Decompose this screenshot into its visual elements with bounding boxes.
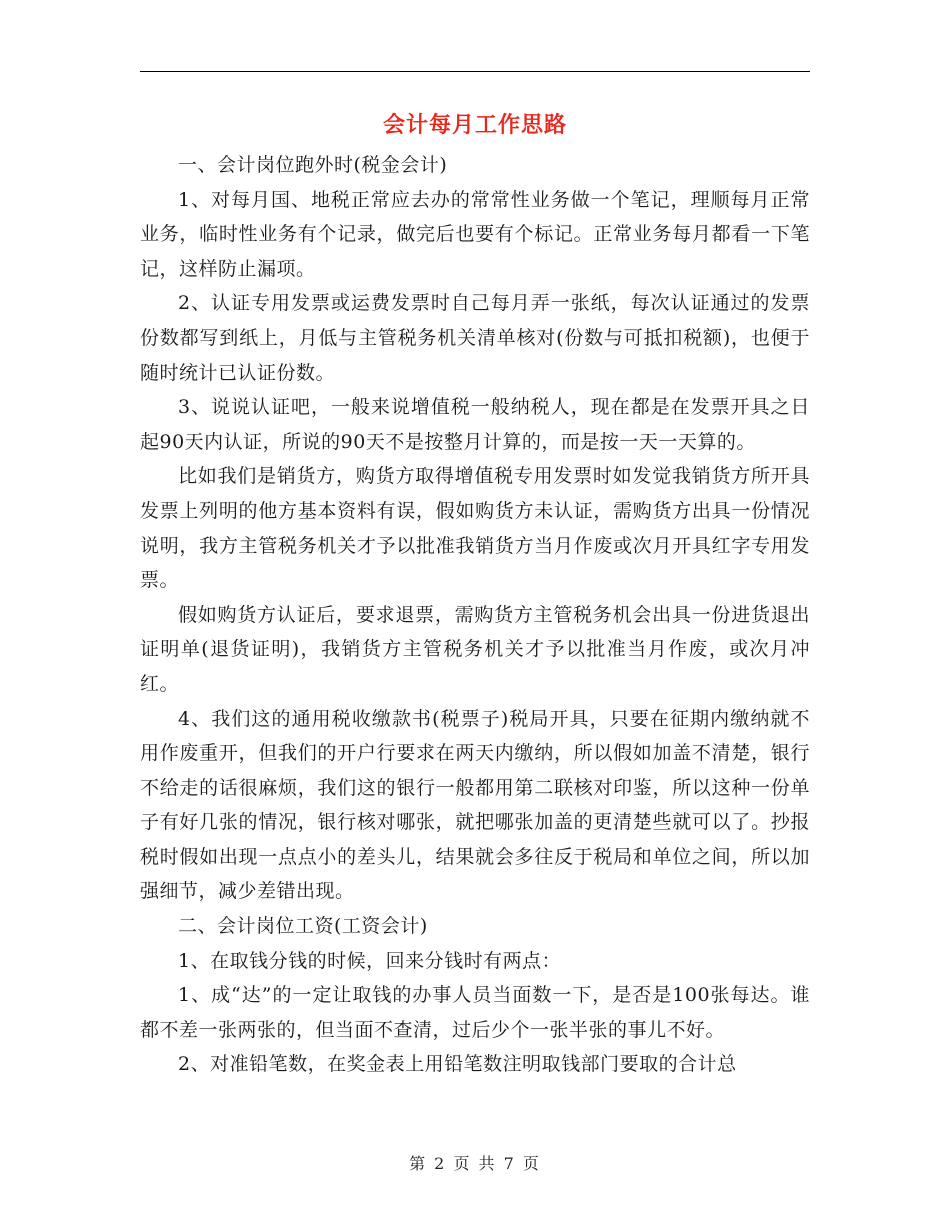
paragraph: 4、我们这的通用税收缴款书(税票子)税局开具，只要在征期内缴纳就不用作废重开，但我们的开户行要求在两天内缴纳，所以假如加盖不清楚，银行不给走的话很麻烦，我们这的银行一般都用第二联核对印鉴，所以这种一份单子有好几张的情况，银行核对哪张，就把哪张加盖的更清楚些就可以了。抄报税时假如出现一点点小的差头儿，结果就会多往反于税局和单位之间，所以加强细节，减少差错出现。 <box>140 707 810 903</box>
document-body <box>140 148 810 1082</box>
paragraph: 2、对准铅笔数，在奖金表上用铅笔数注明取钱部门要取的合计总 <box>178 1053 737 1076</box>
paragraph: 1、对每月国、地税正常应去办的常常性业务做一个笔记，理顺每月正常业务，临时性业务有个记录，做完后也要有个标记。正常业务每月都看一下笔记，这样防止漏项。 <box>140 188 810 280</box>
paragraph: 1、成“达”的一定让取钱的办事人员当面数一下，是否是100张每达。谁都不差一张两张的，但当面不查清，过后少个一张半张的事儿不好。 <box>140 984 810 1041</box>
section-heading-payroll-accountant: 二、会计岗位工资(工资会计) <box>178 915 428 938</box>
page-number-footer: 第 2 页 共 7 页 <box>409 1154 541 1173</box>
paragraph: 3、说说认证吧，一般来说增值税一般纳税人，现在都是在发票开具之日起90天内认证，所说的90天不是按整月计算的，而是按一天一天算的。 <box>140 396 810 453</box>
paragraph: 比如我们是销货方，购货方取得增值税专用发票时如发觉我销货方所开具发票上列明的他方基本资料有误，假如购货方未认证，需购货方出具一份情况说明，我方主管税务机关才予以批准我销货方当月作废或次月开具红字专用发票。 <box>140 465 810 592</box>
paragraph: 1、在取钱分钱的时候，回来分钱时有两点： <box>178 949 562 972</box>
paragraph: 假如购货方认证后，要求退票，需购货方主管税务机会出具一份进货退出证明单(退货证明)，我销货方主管税务机关才予以批准当月作废，或次月冲红。 <box>140 603 810 695</box>
header-rule <box>140 71 810 72</box>
paragraph: 2、认证专用发票或运费发票时自己每月弄一张纸，每次认证通过的发票份数都写到纸上，月低与主管税务机关清单核对(份数与可抵扣税额)，也便于随时统计已认证份数。 <box>140 292 810 384</box>
section-heading-tax-accountant: 一、会计岗位跑外时(税金会计) <box>178 154 448 176</box>
document-title: 会计每月工作思路 <box>382 112 567 138</box>
